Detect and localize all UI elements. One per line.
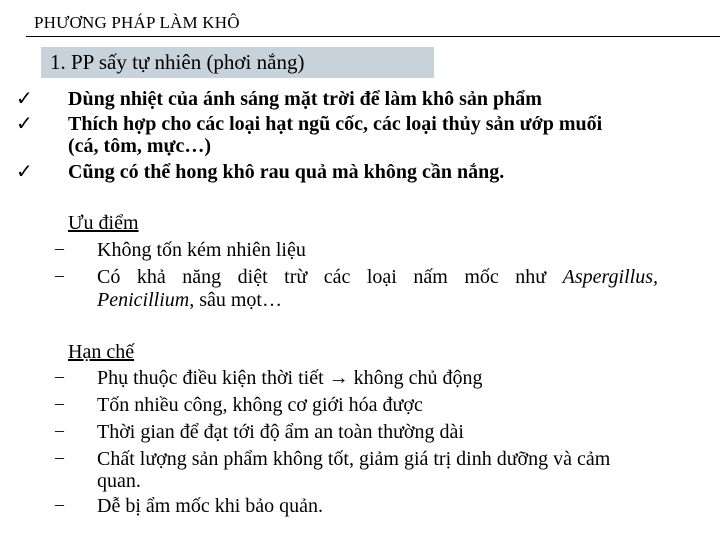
advantage-italic-term: Aspergillus, <box>562 266 658 288</box>
advantage-item-continued <box>97 288 282 312</box>
advantage-italic-term: Penicillium, <box>97 289 195 311</box>
advantage-item: Không tốn kém nhiên liệu <box>97 239 306 261</box>
limitation-item: Phụ thuộc điều kiện thời tiết → không chủ động <box>97 367 483 389</box>
checkmark-icon: ✓ <box>16 88 33 110</box>
dash-bullet: – <box>55 265 64 285</box>
limitations-heading: Hạn chế <box>68 341 135 363</box>
advantage-text: sâu mọt… <box>194 289 282 311</box>
section-number: 1. <box>50 50 66 74</box>
dash-bullet: – <box>55 447 64 467</box>
limitation-item-continued: quan. <box>97 470 141 492</box>
advantage-item <box>97 265 658 289</box>
dash-bullet: – <box>55 420 64 440</box>
dash-bullet: – <box>55 238 64 258</box>
limitation-item: Chất lượng sản phẩm không tốt, giảm giá trị dinh dưỡng và cảm <box>97 448 611 470</box>
advantages-heading: Ưu điểm <box>68 212 139 234</box>
bullet-text: Thích hợp cho các loại hạt ngũ cốc, các loại thủy sản ướp muối <box>68 113 603 135</box>
bullet-text: Dùng nhiệt của ánh sáng mặt trời để làm khô sản phẩm <box>68 88 542 110</box>
advantage-text: Có khả năng diệt trừ các loại nấm mốc như <box>97 266 547 288</box>
page-header-title: PHƯƠNG PHÁP LÀM KHÔ <box>34 13 240 32</box>
bullet-text: Cũng có thể hong khô rau quả mà không cần nắng. <box>68 161 505 183</box>
section-title-box <box>41 47 434 78</box>
dash-bullet: – <box>55 494 64 514</box>
checkmark-icon: ✓ <box>16 161 33 183</box>
dash-bullet: – <box>55 366 64 386</box>
section-title: PP sấy tự nhiên (phơi nắng) <box>71 50 305 74</box>
limitation-item: Tốn nhiều công, không cơ giới hóa được <box>97 394 423 416</box>
limitation-item: Thời gian để đạt tới độ ẩm an toàn thường dài <box>97 421 464 443</box>
dash-bullet: – <box>55 393 64 413</box>
checkmark-icon: ✓ <box>16 113 33 135</box>
bullet-text-continued: (cá, tôm, mực…) <box>68 135 212 157</box>
header-divider <box>26 36 720 37</box>
limitation-item: Dễ bị ẩm mốc khi bảo quản. <box>97 495 324 517</box>
